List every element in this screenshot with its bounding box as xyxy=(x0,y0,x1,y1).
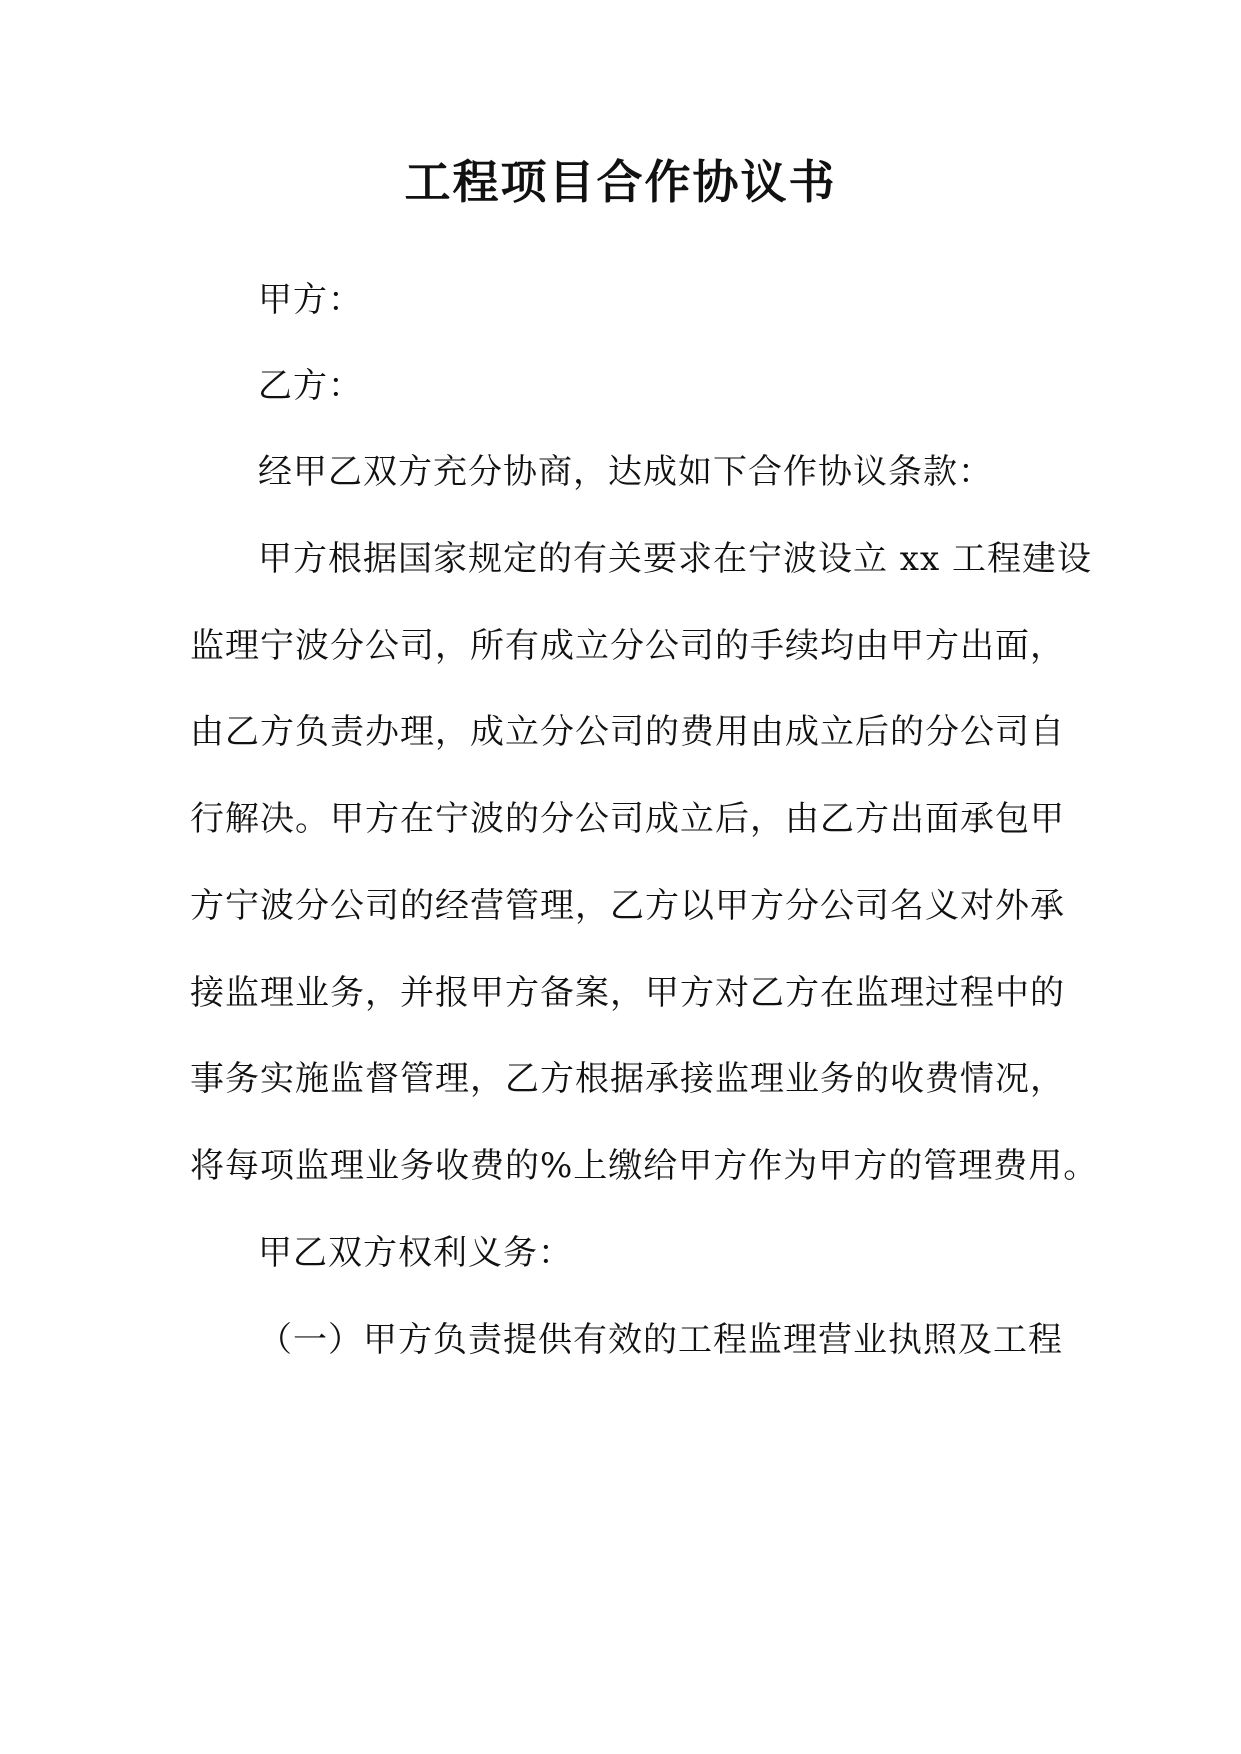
body-line: 行解决。甲方在宁波的分公司成立后，由乙方出面承包甲 xyxy=(190,799,1065,839)
intro-paragraph: 经甲乙双方充分协商，达成如下合作协议条款： xyxy=(258,452,993,492)
body-line: 监理宁波分公司，所有成立分公司的手续均由甲方出面， xyxy=(190,626,1065,666)
body-line: 由乙方负责办理，成立分公司的费用由成立后的分公司自 xyxy=(190,712,1065,752)
body-line: 方宁波分公司的经营管理，乙方以甲方分公司名义对外承 xyxy=(190,886,1065,926)
body-line: 将每项监理业务收费的%上缴给甲方作为甲方的管理费用。 xyxy=(190,1146,1099,1186)
party-a-label: 甲方： xyxy=(258,280,363,320)
section-heading: 甲乙双方权利义务： xyxy=(258,1233,573,1273)
document-title: 工程项目合作协议书 xyxy=(404,155,837,209)
party-b-label: 乙方： xyxy=(258,366,363,406)
body-line: 事务实施监督管理，乙方根据承接监理业务的收费情况， xyxy=(190,1059,1065,1099)
body-line: 接监理业务，并报甲方备案，甲方对乙方在监理过程中的 xyxy=(190,973,1065,1013)
body-line: 甲方根据国家规定的有关要求在宁波设立 xx 工程建设 xyxy=(258,539,1092,579)
clause-line: （一）甲方负责提供有效的工程监理营业执照及工程 xyxy=(258,1320,1063,1360)
